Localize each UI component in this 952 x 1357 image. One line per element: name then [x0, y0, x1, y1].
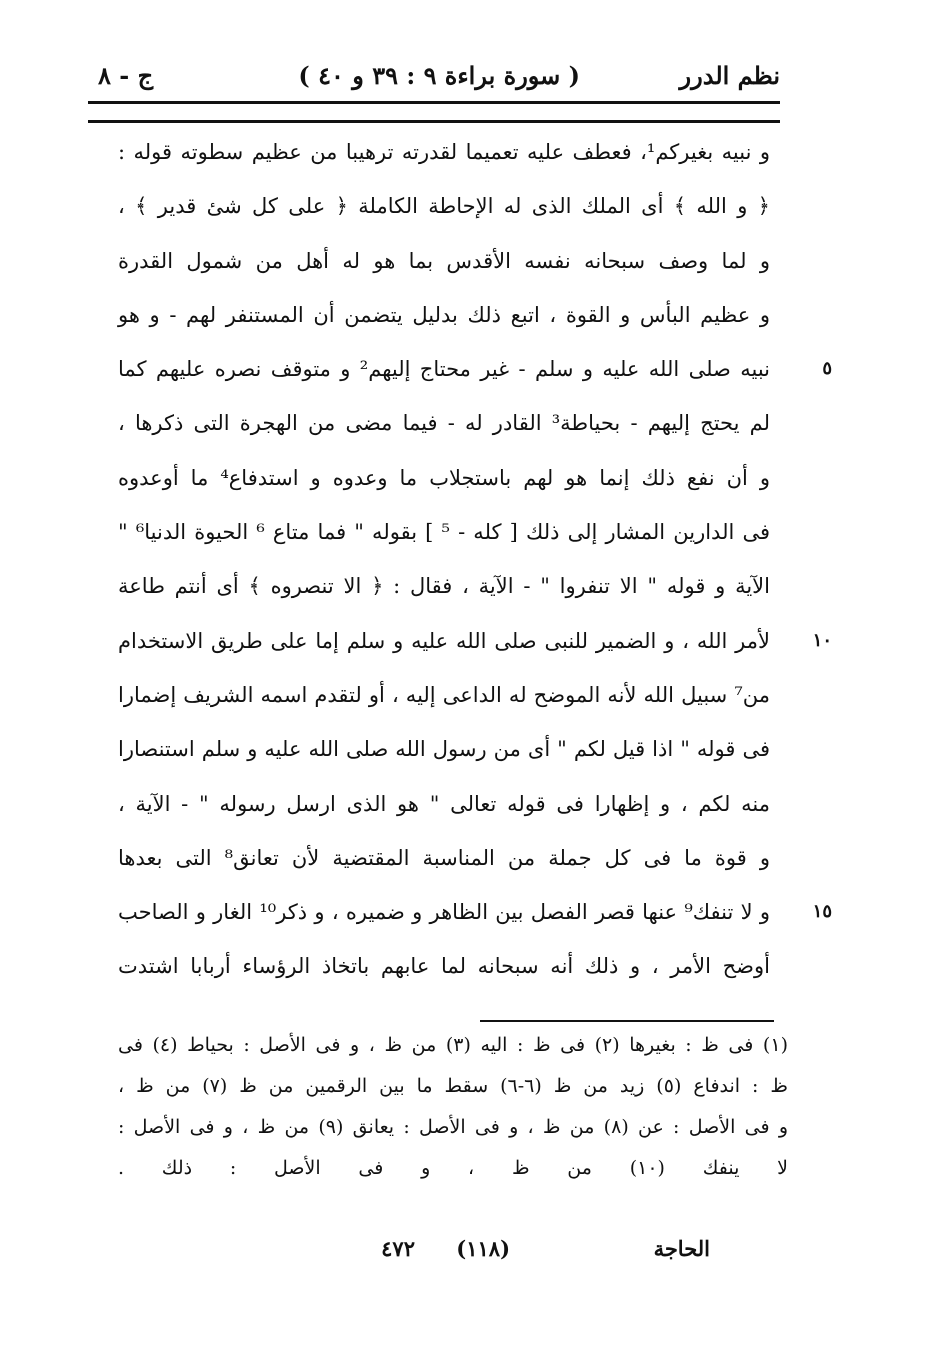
text-line [118, 614, 832, 668]
text-line [118, 722, 770, 776]
text-line [118, 668, 770, 722]
text-line [118, 451, 770, 505]
line-text: و لما وصف سبحانه نفسه الأقدس بما هو له أهل من شمول القدرة [118, 248, 770, 273]
text-line [118, 559, 770, 613]
text-line [118, 831, 770, 885]
line-text: منه لكم ، و إظهارا فى قوله تعالى " هو الذى ارسل رسوله " - الآية ، [118, 791, 770, 816]
volume-number: ج - ٨ [98, 61, 154, 90]
text-line [118, 125, 770, 179]
line-text: و نبيه بغيركم¹، فعطف عليه تعميما لقدرته ترهيبا من عظيم سطوته قوله : [118, 140, 770, 164]
line-text: ﴿ و الله ﴾ أى الملك الذى له الإحاطة الكاملة ﴿ على كل شئ قدير ﴾ ، [118, 194, 770, 219]
footnote-line: (١) فى ظ : بغيرها (٢) فى ظ : اليه (٣) من ظ ، و فى الأصل : بحياط (٤) فى [118, 1034, 788, 1056]
page-header [88, 55, 780, 105]
line-number: ١٥ [812, 901, 832, 923]
page-footer [150, 1236, 710, 1272]
text-line [118, 939, 770, 993]
header-rule-bottom [88, 120, 780, 123]
signature-mark: الحاجة [653, 1236, 710, 1261]
header-rule-top [88, 101, 780, 104]
text-line [118, 885, 832, 939]
line-text: لم يحتج إليهم - بحياطة³ القادر له - فيما مضى من الهجرة التى ذكرها ، [118, 411, 770, 436]
line-text: من⁷ سبيل الله لأنه الموضح له الداعى إليه ، أو لتقدم اسمه الشريف إضمارا [118, 682, 770, 707]
gathering-number: (١١٨) [456, 1236, 510, 1261]
line-text: فى الدارين المشار إلى ذلك [ كله - ⁵ ] بقوله " فما متاع ⁶ الحيوة الدنيا⁶ " [118, 520, 770, 545]
line-text: و قوة ما فى كل جملة من المناسبة المقتضية لأن تعانق⁸ التى بعدها [118, 845, 770, 870]
line-text: أوضح الأمر ، و ذلك أنه سبحانه لما عابهم باتخاذ الرؤساء أربابا اشتدت [118, 954, 770, 979]
text-line [118, 179, 770, 233]
main-text [118, 125, 832, 994]
text-line [118, 288, 770, 342]
footnote-line: لا ينفك (١٠) من ظ ، و فى الأصل : ذلك . [118, 1157, 788, 1179]
line-text: لأمر الله ، و الضمير للنبى صلى الله عليه و سلم إما على طريق الاستخدام [118, 628, 770, 653]
line-text: و أن نفع ذلك إنما هو لهم باستجلاب ما وعدوه و استدفاع⁴ ما أوعدوه [118, 465, 770, 490]
line-text: و لا تنفك⁹ عنها قصر الفصل بين الظاهر و ضميره ، و ذكر¹⁰ الغار و الصاحب [118, 900, 770, 925]
footnotes [118, 1025, 788, 1189]
line-number: ١٠ [812, 629, 832, 651]
line-text: فى قوله " اذا قيل لكم " أى من رسول الله صلى الله عليه و سلم استنصارا [118, 737, 770, 762]
book-title: نظم الدرر [679, 61, 780, 90]
line-number: ٥ [822, 358, 832, 380]
footnote-line: ظ : اندفاع (٥) زيد من ظ (٦-٦) سقط ما بين الرقمين من ظ (٧) من ظ ، [118, 1075, 788, 1097]
text-line [118, 342, 832, 396]
page-number: ٤٧٢ [381, 1236, 415, 1261]
text-line [118, 777, 770, 831]
sura-reference: ( سورة براءة ٩ : ٣٩ و ٤٠ ) [298, 61, 580, 90]
line-text: الآية و قوله " الا تنفروا " - الآية ، فقال : ﴿ الا تنصروه ﴾ أى أنتم طاعة [118, 574, 770, 599]
footnote-line: و فى الأصل : عن (٨) من ظ ، و فى الأصل : يعانق (٩) من ظ ، و فى الأصل : [118, 1116, 788, 1138]
text-line [118, 396, 770, 450]
text-line [118, 505, 770, 559]
line-text: و عظيم البأس و القوة ، اتبع ذلك بدليل يتضمن أن المستنفر لهم - و هو [118, 302, 770, 327]
text-line [118, 234, 770, 288]
line-text: نبيه صلى الله عليه و سلم - غير محتاج إليهم² و متوقف نصره عليهم كما [118, 357, 770, 382]
footnote-separator [480, 1020, 774, 1022]
